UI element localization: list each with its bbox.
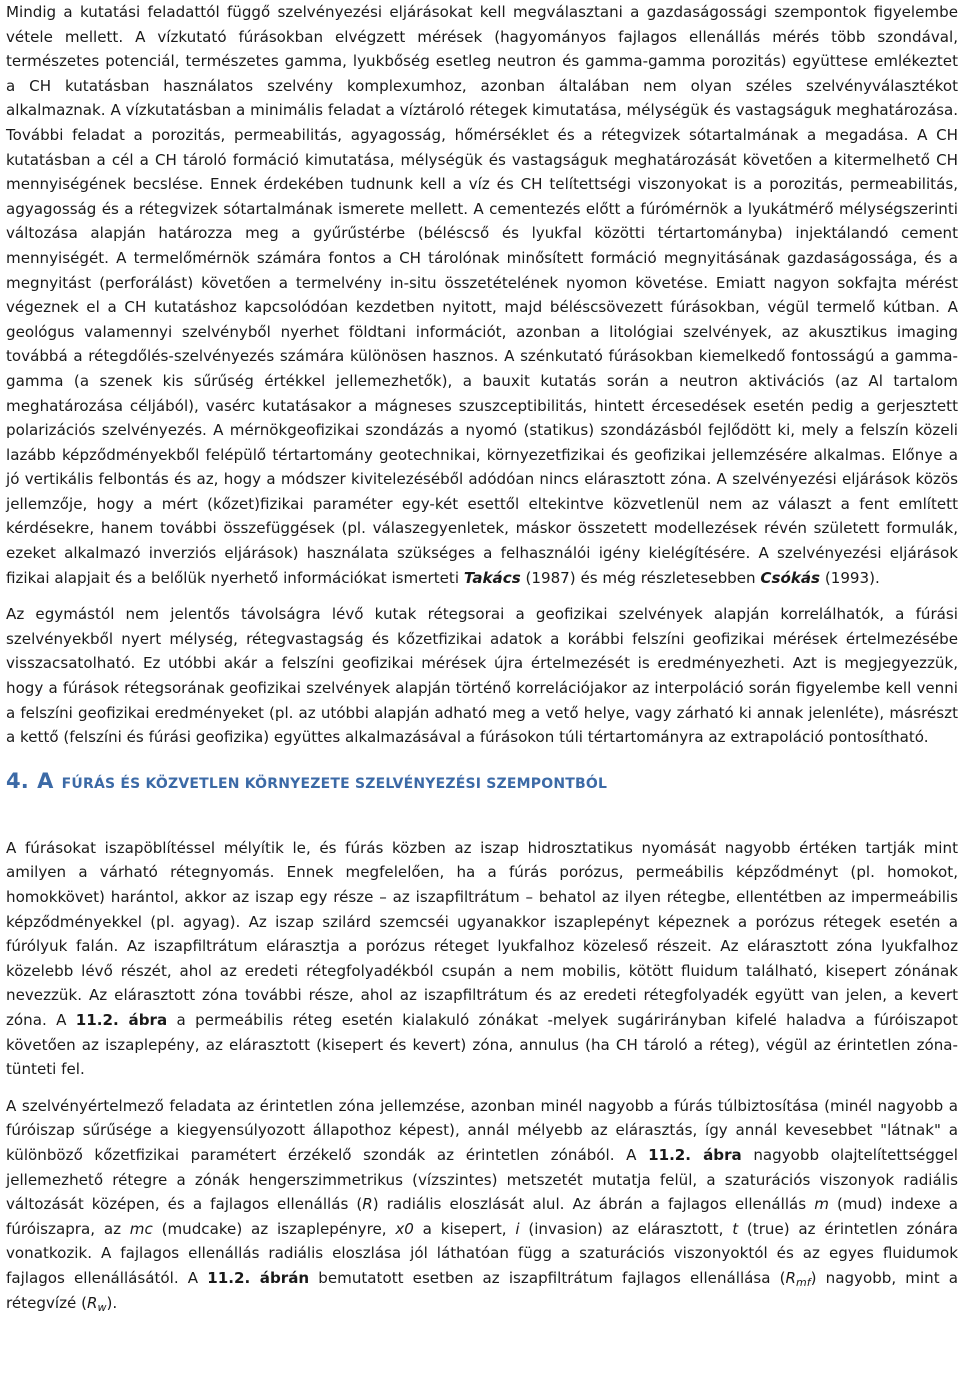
symbol-rw-subscript: w [97, 1300, 107, 1314]
figure-reference: 11.2. ábra [75, 1010, 168, 1029]
symbol-rmf-subscript: mf [796, 1275, 811, 1289]
symbol-r: R [362, 1195, 373, 1214]
heading-gap [6, 798, 958, 836]
symbol-rw-base: R [86, 1293, 98, 1312]
paragraph-4-text-c: ) radiális eloszlását alul. Az ábrán a fajlagos ellenállás [372, 1195, 815, 1214]
paragraph-4-text-g: (invasion) az elárasztott, [519, 1219, 733, 1238]
paragraph-4-text-k: ) nagyobb, mint a rétegvízé ( [6, 1268, 959, 1312]
author-takacs: Takács [463, 568, 521, 587]
paragraph-4-text-d: (mud) indexe a fúróiszapra, az [6, 1195, 959, 1238]
paragraph-4-text-f: a kisepert, [413, 1219, 516, 1238]
paragraph-4-text-b: nagyobb olajtelítettséggel jellemezhető rétegre a zónák hengerszimmetrikus (vízszintes) metszetét mutatja felül, a szaturációs viszonyok radiális változását középen, és a fajlagos ellenállás ( [6, 1145, 958, 1214]
symbol-i: i [515, 1219, 520, 1238]
section-number: 4. [6, 768, 29, 793]
symbol-rmf [786, 1269, 811, 1287]
document-page [6, 0, 958, 1315]
paragraph-3 [6, 836, 958, 1082]
paragraph-4-text-h: (true) az érintetlen zónára vonatkozik. A fajlagos ellenállás radiális eloszlása jól láthatóan függ a szaturációs viszonyoktól és az egyes fluidumok fajlagos ellenállásától. A [6, 1219, 958, 1287]
paragraph-3-text-a: A fúrásokat iszapöblítéssel mélyítik le, és fúrás közben az iszap hidrosztatikus nyomását nagyobb értéken tartják mint amilyen a várható rétegnyomás. Ennek megfelelően, ha a fúrás porózus, permeábilis képződményt (pl. homokot, homokkövet) harántol, akkor az iszap egy része – az iszapfiltrátum – behatol az ilyen rétegbe, ellentétben az impermeábilis képződményekkel (pl. agyag). Az iszap szilárd szemcséi ugyanakkor iszaplepényt képeznek a porózus rétegek esetén a fúrólyuk falán. Az iszapfiltrátum elárasztja a porózus réteget lyukfalhoz közeleső részeit. Az elárasztott zóna lyukfalhoz közelebb lévő részét, ahol az eredeti rétegfolyadékból csupán a nem mobilis, kötött fluidum található, kisepert zónának nevezzük. Az elárasztott zóna további része, ahol az iszapfiltrátum és az eredeti rétegfolyadék együtt van jelen, a kevert zóna. A [6, 838, 958, 1029]
paragraph-3-text-b: a permeábilis réteg esetén kialakuló zónákat -melyek sugárirányban kifelé haladva a fúróiszapot követően az iszaplepény, az elárasztott (kisepert és kevert) zóna, annulus (ha CH tároló a réteg), végül az érintetlen zóna- tünteti fel. [6, 1010, 958, 1079]
paragraph-4-text-l: ). [106, 1293, 118, 1312]
section-heading [6, 767, 958, 798]
paragraph-4-text-e: (mudcake) az iszaplepényre, [152, 1219, 396, 1238]
author-csokas: Csókás [760, 568, 821, 587]
symbol-rmf-base: R [785, 1268, 797, 1287]
paragraph-1-text-a: Mindig a kutatási feladattól függő szelvényezési eljárásokat kell megválasztani a gazdaságossági szempontok figyelembe vétele mellett. A vízkutató fúrásokban elvégzett mérések (hagyományos fajlagos ellenállás mérés több szondával, természetes potenciál, természetes gamma, lyukbőség esetleg neutron és gamma-gamma porozitás) együttese emlékeztet a CH kutatásban használatos szelvény komplexumhoz, azonban általában nem olyan széles szelvényválasztékot alkalmaznak. A vízkutatásban a minimális feladat a víztároló rétegek kimutatása, mélységük és vastagságuk meghatározása. További feladat a porozitás, permeabilitás, agyagosság, hőmérséklet és a rétegvizek sótartalmának a megadása. A CH kutatásban a cél a CH tároló formáció kimutatása, mélységük és vastagságuk meghatározását követően a kitermelhető CH mennyiségének becslése. Ennek érdekében tudnunk kell a víz és CH telítettségi viszonyokat is a porozitás, permeabilitás, agyagosság és a rétegvizek sótartalmának ismerete mellett. A cementezés előtt a fúrómérnök a lyukátmérő mélységszerinti változása alapján határozza meg a gyűrűstérbe (béléscső és lyukfal közötti tértartományba) injektálandó cement mennyiségét. A termelőmérnök számára fontos a CH tárolónak minősített formáció megnyitásának gazdaságossága, és a megnyitást (perforálást) követően a termelvény in-situ összetételének nyomon követése. Emiatt nagyon sokfajta mérést végeznek el a CH kutatáshoz kapcsolódóan kezdetben nyitott, majd béléscsövezett fúrásokban, végül termelő kútban. A geológus valamennyi szelvényből nyerhet földtani információt, azonban a litológiai szelvények, az akusztikus imaging továbbá a rétegdőlés-szelvényezés számára különösen hasznos. A szénkutató fúrásokban kiemelkedő fontosságú a gamma-gamma (a szenek kis sűrűség értékkel jellemezhetők), a bauxit kutatás során a neutron aktivációs (az Al tartalom meghatározása céljából), vasérc kutatásakor a mágneses szuszceptibilitás, hintett ércesedések esetén pedig a gerjesztett polarizációs szelvényezés. A mérnökgeofizikai szondázás a nyomó (statikus) szondázásból fejlődött ki, mely a felszín közeli lazább képződményekből felépülő tértartomány geotechnikai, környezetfizikai és geofizikai jellemzésére alkalmas. Előnye a jó vertikális felbontás és az, hogy a módszer kivitelezéséből adódóan nincs elárasztott zóna. A szelvényezési eljárások közös jellemzője, hogy a mért (kőzet)fizikai paraméter egy-két esettől eltekintve közvetlenül nem az választ a fent említett kérdésekre, hanem további összefüggések (pl. válaszegyenletek, máskor összetett modellezések révén született formulák, ezeket alkalmazó inverziós eljárások) használata szükséges a felhasználói igény kielégítésére. A szelvényezési eljárások fizikai alapjait és a belőlük nyerhető információkat ismerteti [6, 3, 958, 587]
paragraph-4-text-j: bemutatott esetben az iszapfiltrátum fajlagos ellenállása ( [309, 1268, 786, 1287]
symbol-t: t [732, 1219, 739, 1238]
paragraph-4 [6, 1094, 958, 1315]
section-title-first-letter: A [37, 768, 54, 793]
paragraph-1 [6, 0, 958, 590]
figure-reference: 11.2. ábrán [207, 1268, 310, 1287]
paragraph-2: Az egymástól nem jelentős távolságra lévő kutak rétegsorai a geofizikai szelvények alapján korrelálhatók, a fúrási szelvényekből nyert mélység, rétegvastagság és kőzetfizikai adatok a korábbi felszíni geofizikai mérések értelmezésébe visszacsatolható. Ez utóbbi akár a felszíni geofizikai mérések újra értelmezését is eredményezheti. Azt is megjegyezzük, hogy a fúrások rétegsorának geofizikai szelvények alapján történő korrelációjakor az interpoláció során figyelembe kell venni a felszíni geofizikai eredményeket (pl. az utóbbi alapján adható meg a vető helye, vagy zárható ki annak jelenléte), másrészt a kettő (felszíni és fúrási geofizika) együttes alkalmazásával a fúrásokon túli tértartományra az extrapoláció pontosítható. [6, 605, 958, 747]
symbol-m: m [814, 1195, 829, 1214]
symbol-mc: mc [129, 1219, 153, 1238]
symbol-rw [87, 1294, 107, 1312]
paragraph-4-text-a: A szelvényértelmező feladata az érintetlen zóna jellemzése, azonban minél nagyobb a fúrás túlbiztosítása (minél nagyobb a fúróiszap sűrűsége a kiegyensúlyozott állapothoz képest), annál mélyebb az elárasztás, így annál kevesebbet "látnak" a különböző kőzetfizikai paramétert érzékelő szondák az érintetlen zónából. A [6, 1096, 958, 1164]
paragraph-1-text-c: (1993). [820, 568, 880, 587]
symbol-x0: x0 [395, 1219, 414, 1238]
paragraph-gap [6, 1082, 958, 1094]
paragraph-1-text-b: (1987) és még részletesebben [520, 568, 761, 587]
section-title-rest: FÚRÁS ÉS KÖZVETLEN KÖRNYEZETE SZELVÉNYEZÉSI SZEMPONTBÓL [61, 775, 608, 792]
figure-reference: 11.2. ábra [648, 1145, 742, 1164]
paragraph-gap [6, 590, 958, 602]
